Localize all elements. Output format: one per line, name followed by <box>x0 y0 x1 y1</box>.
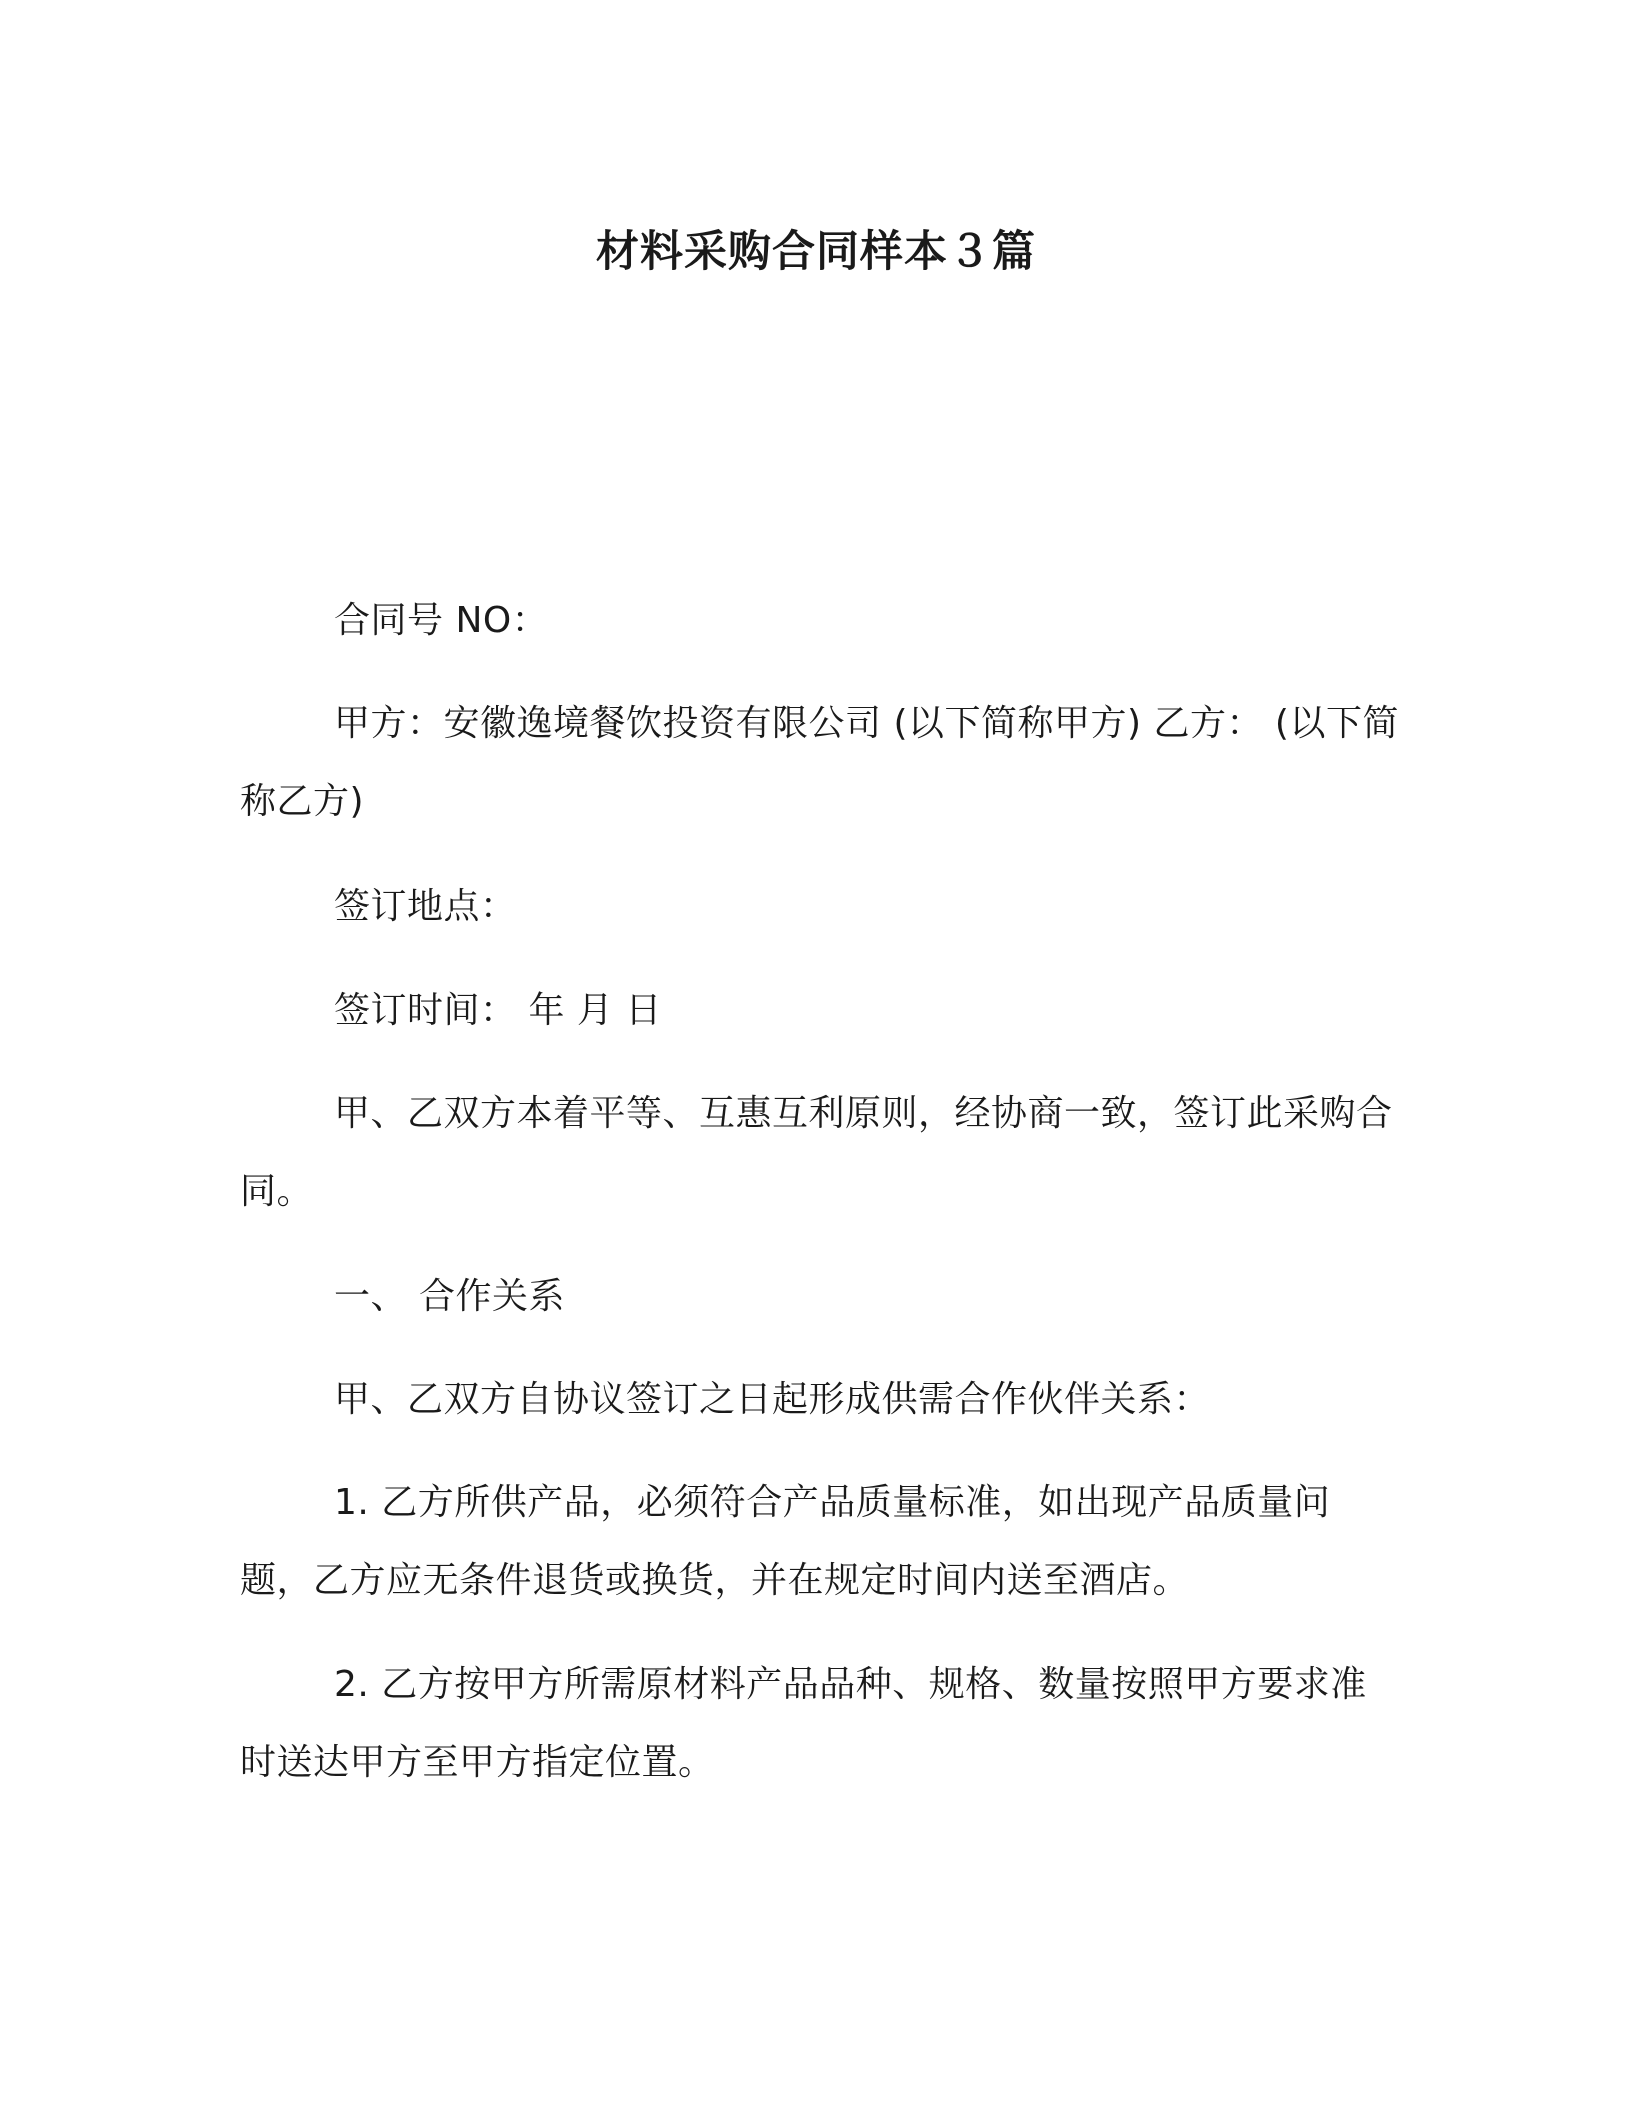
intro-paragraph: 甲、乙双方本着平等、互惠互利原则，经协商一致，签订此采购合同。 <box>240 1093 1393 1212</box>
document-title: 材料采购合同样本３篇 <box>596 227 1036 277</box>
clause-item-2: 2. 乙方按甲方所需原材料产品品种、规格、数量按照甲方要求准时送达甲方至甲方指定位置。 <box>240 1664 1367 1783</box>
clause-item-1: 1. 乙方所供产品，必须符合产品质量标准，如出现产品质量问题，乙方应无条件退货或换货，并在规定时间内送至酒店。 <box>240 1482 1331 1601</box>
section-description: 甲、乙双方自协议签订之日起形成供需合作伙伴关系： <box>334 1379 1211 1420</box>
contract-number-line: 合同号 NO： <box>334 600 549 641</box>
parties-paragraph: 甲方：安徽逸境餐饮投资有限公司 (以下简称甲方) 乙方： (以下简称乙方) <box>240 703 1399 822</box>
section-heading: 一、 合作关系 <box>334 1276 565 1317</box>
sign-place-line: 签订地点： <box>334 886 517 927</box>
sign-date-line: 签订时间： 年 月 日 <box>334 990 662 1031</box>
